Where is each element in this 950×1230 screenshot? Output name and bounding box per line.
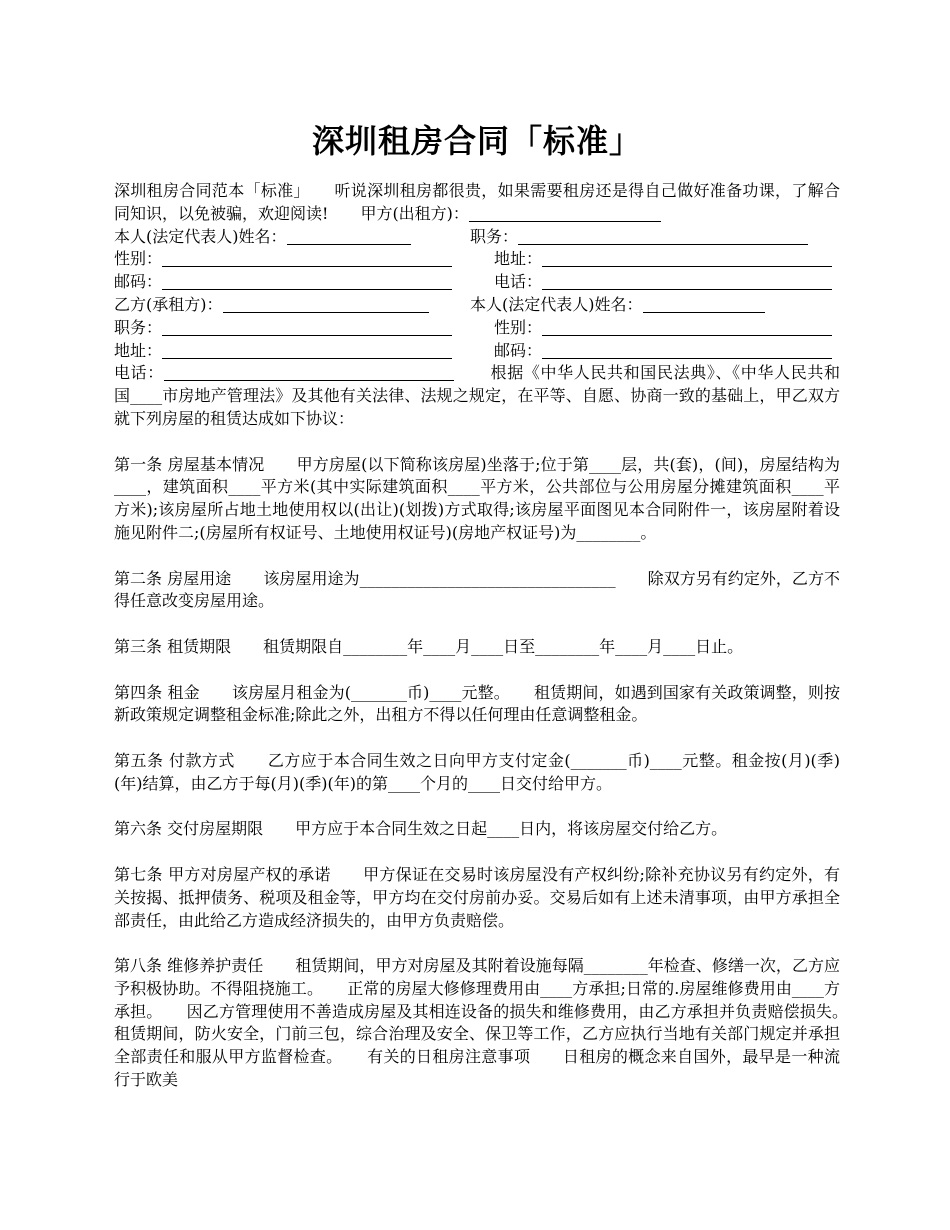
a-phone-blank [542,273,832,290]
form-row [114,271,840,294]
article-4: 第四条 租金 该房屋月租金为(_______币)____元整。 租赁期间，如遇到国家有关政策调整，则按新政策规定调整租金标准;除此之外，出租方不得以任何理由任意调整租金。 [114,682,840,725]
b-rep-name-blank [643,296,765,313]
a-rep-name-blank [287,228,411,245]
b-phone-label: 电话： [114,363,164,383]
party-b-blank [223,296,429,313]
a-position-label: 职务： [470,226,519,246]
b-address-label: 地址： [114,340,163,360]
document-body [114,180,873,1092]
party-b-label: 乙方(承租方)： [114,294,223,314]
b-gender-label: 性别： [494,317,543,337]
a-address-label: 地址： [494,249,543,269]
b-phone-blank [164,364,454,381]
b-position-label: 职务： [114,317,163,337]
form-row [114,248,840,271]
a-zip-blank [162,273,452,290]
article-8: 第八条 维修养护责任 租赁期间，甲方对房屋及其附着设施每隔________年检查、修缮一次，乙方应予积极协助。不得阻挠施工。 正常的房屋大修修理费用由____方承担;日常的.房屋维修费用由____方承担。 因乙方管理使用不善造成房屋及其相连设备的损失和维修费用，由乙方承担并负责赔偿损失。 租赁期间，防火安全，门前三包，综合治理及安全、保卫等工作，乙方应执行当地有关部门规定并承担全部责任和服从甲方监督检查。 有关的日租房注意事项 日租房的概念来自国外，最早是一种流行于欧美 [114,956,873,1090]
b-position-blank [162,319,452,336]
article-3: 第三条 租赁期限 租赁期限自________年____月____日至________年____月____日止。 [114,636,744,656]
b-zip-blank [542,342,832,359]
party-a-blank [469,205,661,222]
a-zip-label: 邮码： [114,272,163,292]
b-gender-blank [542,319,832,336]
intro-text: 深圳租房合同范本「标准」 听说深圳租房都很贵，如果需要租房还是得自己做好准备功课，了解合同知识，以免被骗，欢迎阅读! [114,181,840,223]
form-row [114,340,840,363]
b-zip-label: 邮码： [494,340,543,360]
intro-paragraph [114,180,840,226]
form-row [114,317,840,340]
article-7: 第七条 甲方对房屋产权的承诺 甲方保证在交易时该房屋没有产权纠纷;除补充协议另有约定外，有关按揭、抵押债务、税项及租金等，甲方均在交付房前办妥。交易后如有上述未清事项，由甲方承担全部责任，由此给乙方造成经济损失的，由甲方负责赔偿。 [114,864,840,930]
article-6: 第六条 交付房屋期限 甲方应于本合同生效之日起____日内，将该房屋交付给乙方。 [114,819,728,839]
a-address-blank [542,250,832,267]
article-2: 第二条 房屋用途 该房屋用途为________________________________ 除双方另有约定外，乙方不得任意改变房屋用途。 [114,568,840,611]
article-5: 第五条 付款方式 乙方应于本合同生效之日向甲方支付定金(_______币)____元整。租金按(月)(季)(年)结算，由乙方于每(月)(季)(年)的第____个月的____日交付给甲方。 [114,750,840,793]
a-phone-label: 电话： [494,272,543,292]
form-row [114,294,840,317]
a-position-blank [518,228,808,245]
b-rep-name-label: 本人(法定代表人)姓名： [470,294,643,314]
b-address-blank [162,342,452,359]
a-gender-blank [162,250,452,267]
a-gender-label: 性别： [114,249,163,269]
document-title: 深圳租房合同「标准」 [311,122,642,160]
preamble-paragraph [114,362,840,430]
party-a-label: 甲方(出租方)： [360,203,469,223]
preamble-text: 根据《中华人民共和国民法典》、《中华人民共和国____市房地产管理法》及其他有关法律、法规之规定，在平等、自愿、协商一致的基础上，甲乙双方就下列房屋的租赁达成如下协议： [114,363,840,428]
a-rep-name-label: 本人(法定代表人)姓名： [114,226,287,246]
article-1: 第一条 房屋基本情况 甲方房屋(以下简称该房屋)坐落于;位于第____层，共(套)，(间)，房屋结构为____，建筑面积____平方米(其中实际建筑面积____平方米，公共部位与公用房屋分摊建筑面积____平方米);该房屋所占地土地使用权以(出让)(划拨)方式取得;该房屋平面图见本合同附件一，该房屋附着设施见附件二;(房屋所有权证号、土地使用权证号)(房地产权证号)为________。 [114,454,840,542]
form-row [114,226,840,249]
